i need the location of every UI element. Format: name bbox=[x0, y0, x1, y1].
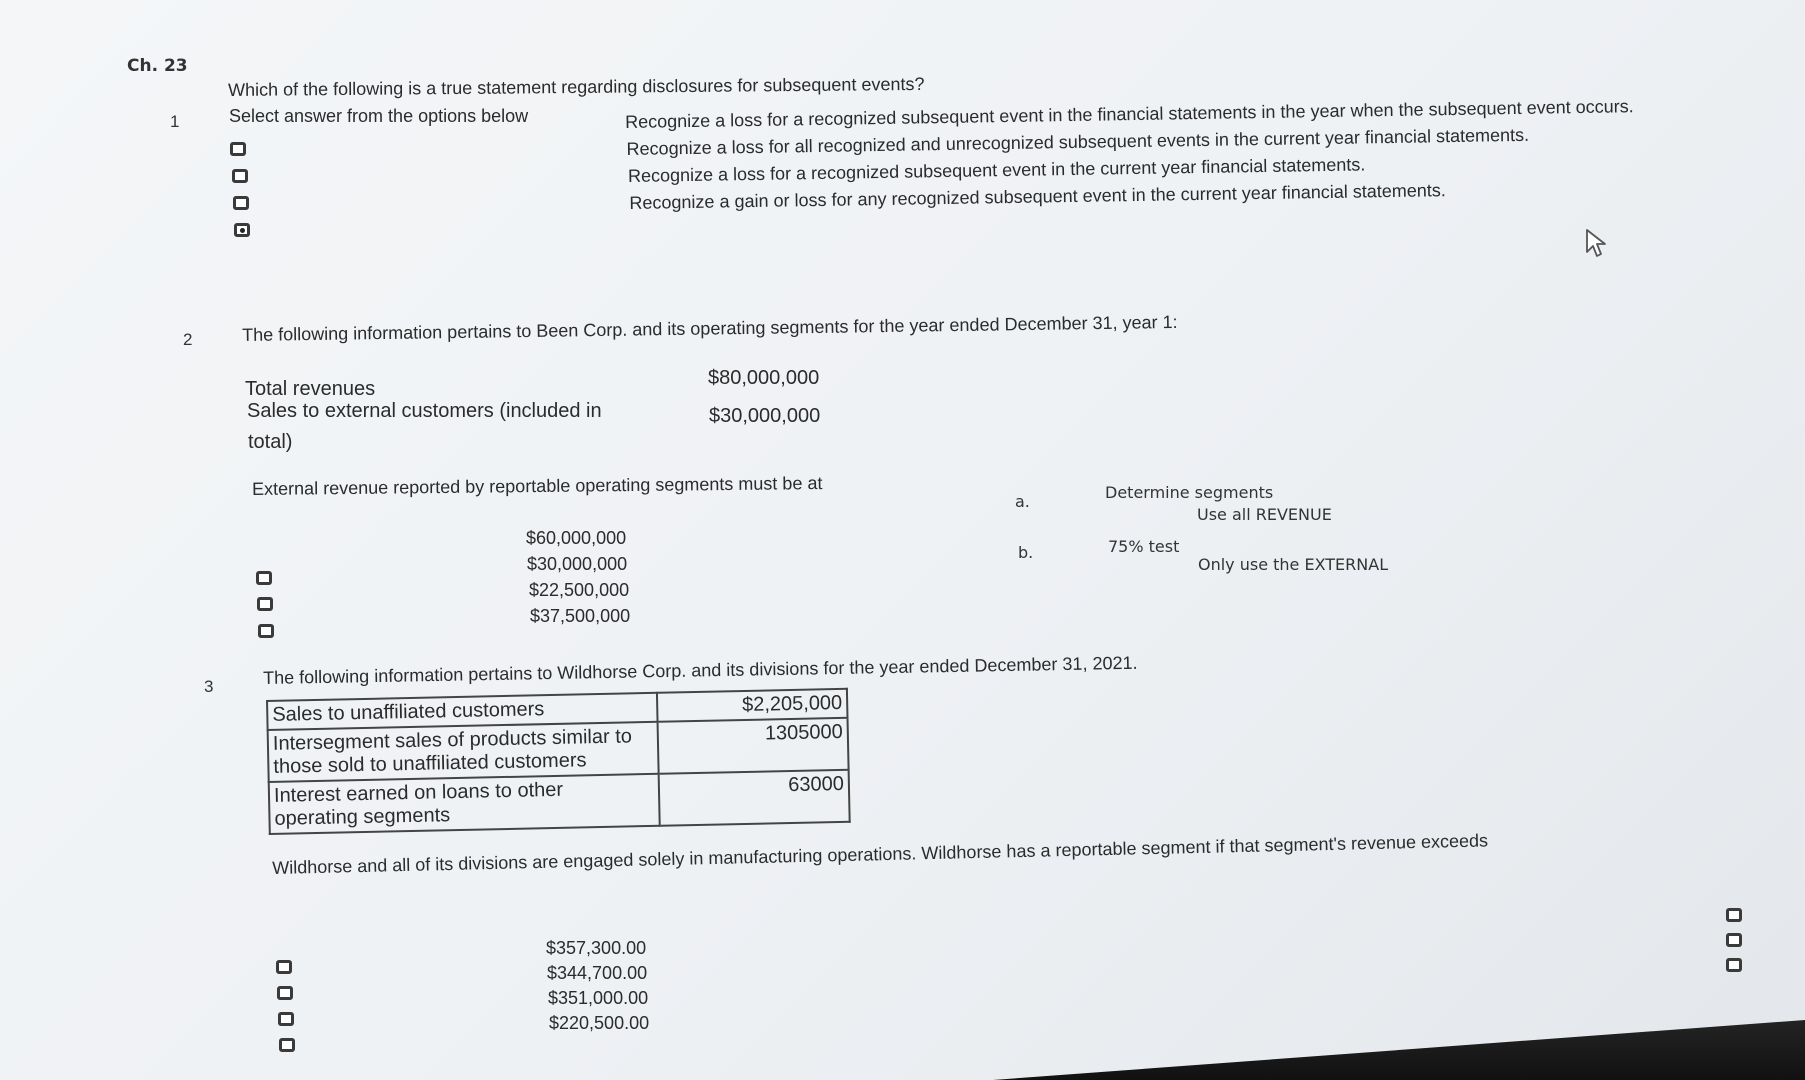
table-cell bbox=[659, 770, 850, 826]
note-b-text: 75% test bbox=[1108, 537, 1180, 556]
q3-option-4-radio[interactable] bbox=[279, 1038, 295, 1052]
next-question-radio-2[interactable] bbox=[1726, 933, 1742, 947]
q3-row-3-label: Interest earned on loans to other bbox=[273, 778, 564, 807]
q3-row-2-label: Intersegment sales of products similar to bbox=[272, 725, 633, 755]
question-1-number: 1 bbox=[170, 112, 180, 131]
note-a-sub: Use all REVENUE bbox=[1197, 505, 1332, 524]
question-2-intro: The following information pertains to Been Corp. and its operating segments for the year ended December 31, year 1: bbox=[242, 311, 1178, 345]
next-question-radio-1[interactable] bbox=[1726, 908, 1742, 922]
note-b-sub: Only use the EXTERNAL bbox=[1198, 555, 1389, 574]
table-cell bbox=[268, 722, 659, 782]
question-1-instruction: Select answer from the options below bbox=[229, 106, 529, 126]
q3-statement: Wildhorse and all of its divisions are engaged solely in manufacturing operations. Wildhorse has a reportable segment if that segment's revenue exceeds bbox=[272, 830, 1489, 878]
q2-option-2-label[interactable]: $30,000,000 bbox=[527, 554, 628, 574]
q3-option-4-label[interactable]: $220,500.00 bbox=[549, 1013, 650, 1033]
q2-option-4-label[interactable]: $37,500,000 bbox=[530, 606, 631, 626]
question-1-text: Which of the following is a true statement regarding disclosures for subsequent events? bbox=[228, 73, 925, 100]
table-cell bbox=[269, 774, 660, 834]
table-cell bbox=[657, 689, 848, 722]
q3-row-1-value: $2,205,000 bbox=[741, 691, 843, 717]
q2-prompt: External revenue reported by reportable operating segments must be at bbox=[252, 473, 823, 499]
next-question-radio-3[interactable] bbox=[1726, 958, 1742, 972]
question-3-number: 3 bbox=[204, 677, 214, 696]
note-b-marker: b. bbox=[1018, 543, 1034, 562]
q1-option-1-radio[interactable] bbox=[230, 142, 246, 156]
question-3-intro: The following information pertains to Wildhorse Corp. and its divisions for the year ended December 31, 2021. bbox=[263, 652, 1138, 688]
q1-option-2-label[interactable]: Recognize a loss for all recognized and unrecognized subsequent events in the current year financial statements. bbox=[626, 124, 1530, 159]
q1-option-3-radio[interactable] bbox=[233, 196, 249, 210]
table-row bbox=[269, 770, 850, 834]
q2-option-3-radio[interactable] bbox=[258, 624, 274, 638]
mouse-cursor-icon bbox=[1585, 228, 1609, 260]
q3-option-3-label[interactable]: $351,000.00 bbox=[548, 988, 649, 1008]
q2-option-1-radio[interactable] bbox=[256, 571, 272, 585]
chapter-title: Ch. 23 bbox=[127, 56, 188, 76]
question-2-number: 2 bbox=[183, 330, 193, 349]
q3-option-1-label[interactable]: $357,300.00 bbox=[546, 938, 647, 958]
q3-row-2-label-cont: those sold to unaffiliated customers bbox=[273, 749, 587, 778]
q3-option-2-label[interactable]: $344,700.00 bbox=[547, 963, 648, 983]
q3-row-3-value: 63000 bbox=[788, 772, 845, 797]
q2-option-3-label[interactable]: $22,500,000 bbox=[529, 580, 630, 600]
q1-option-3-label[interactable]: Recognize a loss for a recognized subsequent event in the current year financial statements. bbox=[627, 154, 1366, 186]
q3-option-3-radio[interactable] bbox=[278, 1012, 294, 1026]
q3-row-3-label-cont: operating segments bbox=[274, 804, 451, 830]
q2-external-sales-value: $30,000,000 bbox=[709, 405, 821, 427]
q3-option-1-radio[interactable] bbox=[276, 960, 292, 974]
q3-data-table bbox=[266, 688, 851, 835]
note-a-marker: a. bbox=[1015, 492, 1030, 511]
q1-option-4-label[interactable]: Recognize a gain or loss for any recognized subsequent event in the current year financial statements. bbox=[629, 180, 1446, 213]
note-a-text: Determine segments bbox=[1105, 483, 1274, 502]
q2-total-revenues-value: $80,000,000 bbox=[708, 367, 820, 389]
q1-option-1-label[interactable]: Recognize a loss for a recognized subsequent event in the financial statements in the year when the subsequent event occurs. bbox=[625, 96, 1634, 132]
q3-row-2-value: 1305000 bbox=[764, 720, 844, 745]
q1-option-4-radio-selected[interactable] bbox=[234, 223, 250, 237]
q1-option-2-radio[interactable] bbox=[232, 169, 248, 183]
q2-total-revenues-label: Total revenues bbox=[245, 378, 376, 400]
screen-bezel bbox=[0, 1000, 1805, 1080]
q3-row-1-label: Sales to unaffiliated customers bbox=[272, 698, 545, 726]
q2-external-sales-label-cont: total) bbox=[248, 431, 293, 453]
table-cell bbox=[658, 718, 849, 774]
q2-option-1-label[interactable]: $60,000,000 bbox=[526, 528, 627, 548]
q2-option-2-radio[interactable] bbox=[257, 597, 273, 611]
q2-external-sales-label: Sales to external customers (included in bbox=[247, 400, 602, 422]
q3-option-2-radio[interactable] bbox=[277, 986, 293, 1000]
